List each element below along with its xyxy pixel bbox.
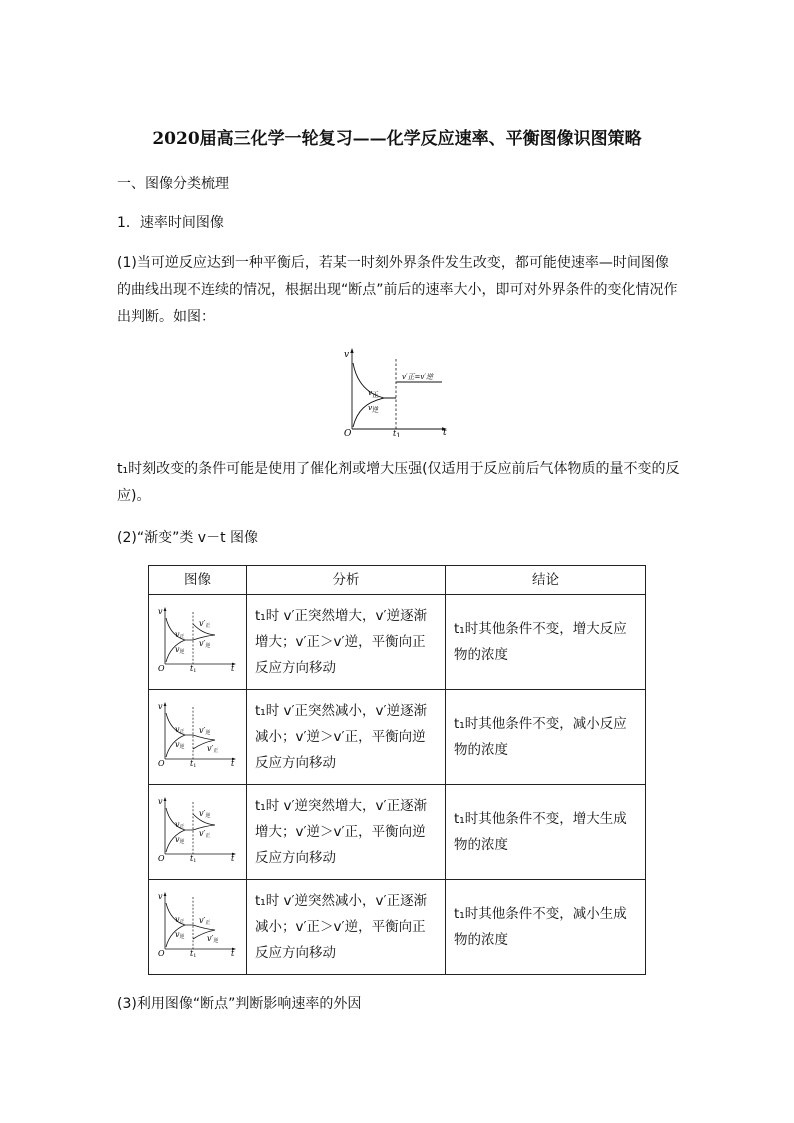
table-row <box>149 595 646 690</box>
svg-text:O: O <box>157 948 165 957</box>
mini-graph-decrease-product <box>155 889 241 957</box>
svg-text:v逆: v逆 <box>174 739 185 750</box>
svg-text:v: v <box>157 606 163 616</box>
gradual-change-table <box>148 565 646 975</box>
subsection-heading: 1．速率时间图像 <box>117 215 224 231</box>
paragraph-line: t₁时刻改变的条件可能是使用了催化剂或增大压强(仅适用于反应前后气体物质的量不变的反 <box>117 461 680 477</box>
svg-text:v: v <box>157 891 163 901</box>
svg-text:v正: v正 <box>174 724 185 735</box>
table-cell-analysis: t₁时 v′逆突然减小，v′正逐渐减小；v′正＞v′逆，平衡向正反应方向移动 <box>247 880 446 975</box>
intro-paragraph <box>117 250 687 331</box>
table-cell-image <box>149 785 247 880</box>
svg-text:v′正: v′正 <box>198 915 210 926</box>
svg-text:O: O <box>157 853 165 862</box>
svg-text:v正: v正 <box>174 819 185 830</box>
mini-graph-increase-reactant <box>155 604 241 672</box>
svg-text:O: O <box>157 758 165 767</box>
paragraph-line: 应)。 <box>117 488 151 504</box>
v-axis-arrow <box>350 348 353 353</box>
table-row <box>149 690 646 785</box>
svg-text:t1: t1 <box>189 663 196 672</box>
t1-label: t1 <box>393 429 401 437</box>
paragraph-line: (1)当可逆反应达到一种平衡后，若某一时刻外界条件发生改变，都可能使速率—时间图像 <box>117 255 669 271</box>
v-axis-label: v <box>344 350 350 360</box>
svg-text:v′正: v′正 <box>198 618 210 629</box>
svg-text:t1: t1 <box>189 853 196 862</box>
section-heading: 一、图像分类梳理 <box>117 176 229 192</box>
svg-text:v: v <box>157 796 163 806</box>
table-cell-conclusion: t₁时其他条件不变，增大生成物的浓度 <box>446 785 646 880</box>
svg-text:t: t <box>230 853 234 862</box>
table-cell-analysis: t₁时 v′正突然增大，v′逆逐渐增大；v′正＞v′逆，平衡向正反应方向移动 <box>247 595 446 690</box>
table-cell-conclusion: t₁时其他条件不变，减小反应物的浓度 <box>446 690 646 785</box>
svg-text:t: t <box>230 948 234 957</box>
svg-text:v: v <box>157 701 163 711</box>
svg-text:v正: v正 <box>174 629 185 640</box>
subsection-heading: (2)“渐变”类 v－t 图像 <box>117 530 259 546</box>
table-header-analysis: 分析 <box>247 566 446 595</box>
v-forward-label: v正 <box>368 388 379 399</box>
svg-text:t: t <box>230 663 234 672</box>
page-title: 2020届高三化学一轮复习——化学反应速率、平衡图像识图策略 <box>152 129 642 149</box>
paragraph-line: 出判断。如图： <box>117 309 215 325</box>
svg-text:v′正: v′正 <box>206 743 218 754</box>
svg-text:v′逆: v′逆 <box>198 638 210 649</box>
svg-text:v逆: v逆 <box>174 644 185 655</box>
origin-label: O <box>344 429 352 437</box>
table-header-row <box>149 566 646 595</box>
condition-paragraph <box>117 456 687 510</box>
svg-text:v′逆: v′逆 <box>198 725 210 736</box>
table-cell-conclusion: t₁时其他条件不变，减小生成物的浓度 <box>446 880 646 975</box>
svg-text:v正: v正 <box>174 914 185 925</box>
svg-text:t1: t1 <box>189 758 196 767</box>
svg-text:t1: t1 <box>189 948 196 957</box>
svg-text:v′逆: v′逆 <box>206 933 218 944</box>
rate-time-graph <box>340 345 455 437</box>
v-reverse-label: v逆 <box>368 403 379 414</box>
table-row <box>149 880 646 975</box>
svg-text:v′逆: v′逆 <box>198 808 210 819</box>
mini-graph-increase-product <box>155 794 241 862</box>
svg-text:t: t <box>230 758 234 767</box>
table-row <box>149 785 646 880</box>
table-header-conclusion: 结论 <box>446 566 646 595</box>
table-cell-image <box>149 880 247 975</box>
svg-text:v′正: v′正 <box>198 828 210 839</box>
table-header-image: 图像 <box>149 566 247 595</box>
table-cell-analysis: t₁时 v′正突然减小，v′逆逐渐减小；v′逆＞v′正，平衡向逆反应方向移动 <box>247 690 446 785</box>
t-axis-label: t <box>443 428 447 437</box>
mini-graph-decrease-reactant <box>155 699 241 767</box>
paragraph-line: 的曲线出现不连续的情况，根据出现“断点”前后的速率大小，即可对外界条件的变化情况作 <box>117 282 678 298</box>
v-equal-label: v′正=v′逆 <box>402 373 433 381</box>
table-cell-conclusion: t₁时其他条件不变，增大反应物的浓度 <box>446 595 646 690</box>
subsection-heading: (3)利用图像“断点”判断影响速率的外因 <box>117 996 362 1012</box>
table-cell-analysis: t₁时 v′逆突然增大，v′正逐渐增大；v′逆＞v′正，平衡向逆反应方向移动 <box>247 785 446 880</box>
rate-time-figure <box>340 345 455 441</box>
svg-text:v逆: v逆 <box>174 834 185 845</box>
svg-text:v逆: v逆 <box>174 929 185 940</box>
svg-text:O: O <box>157 663 165 672</box>
table-cell-image <box>149 595 247 690</box>
table-cell-image <box>149 690 247 785</box>
